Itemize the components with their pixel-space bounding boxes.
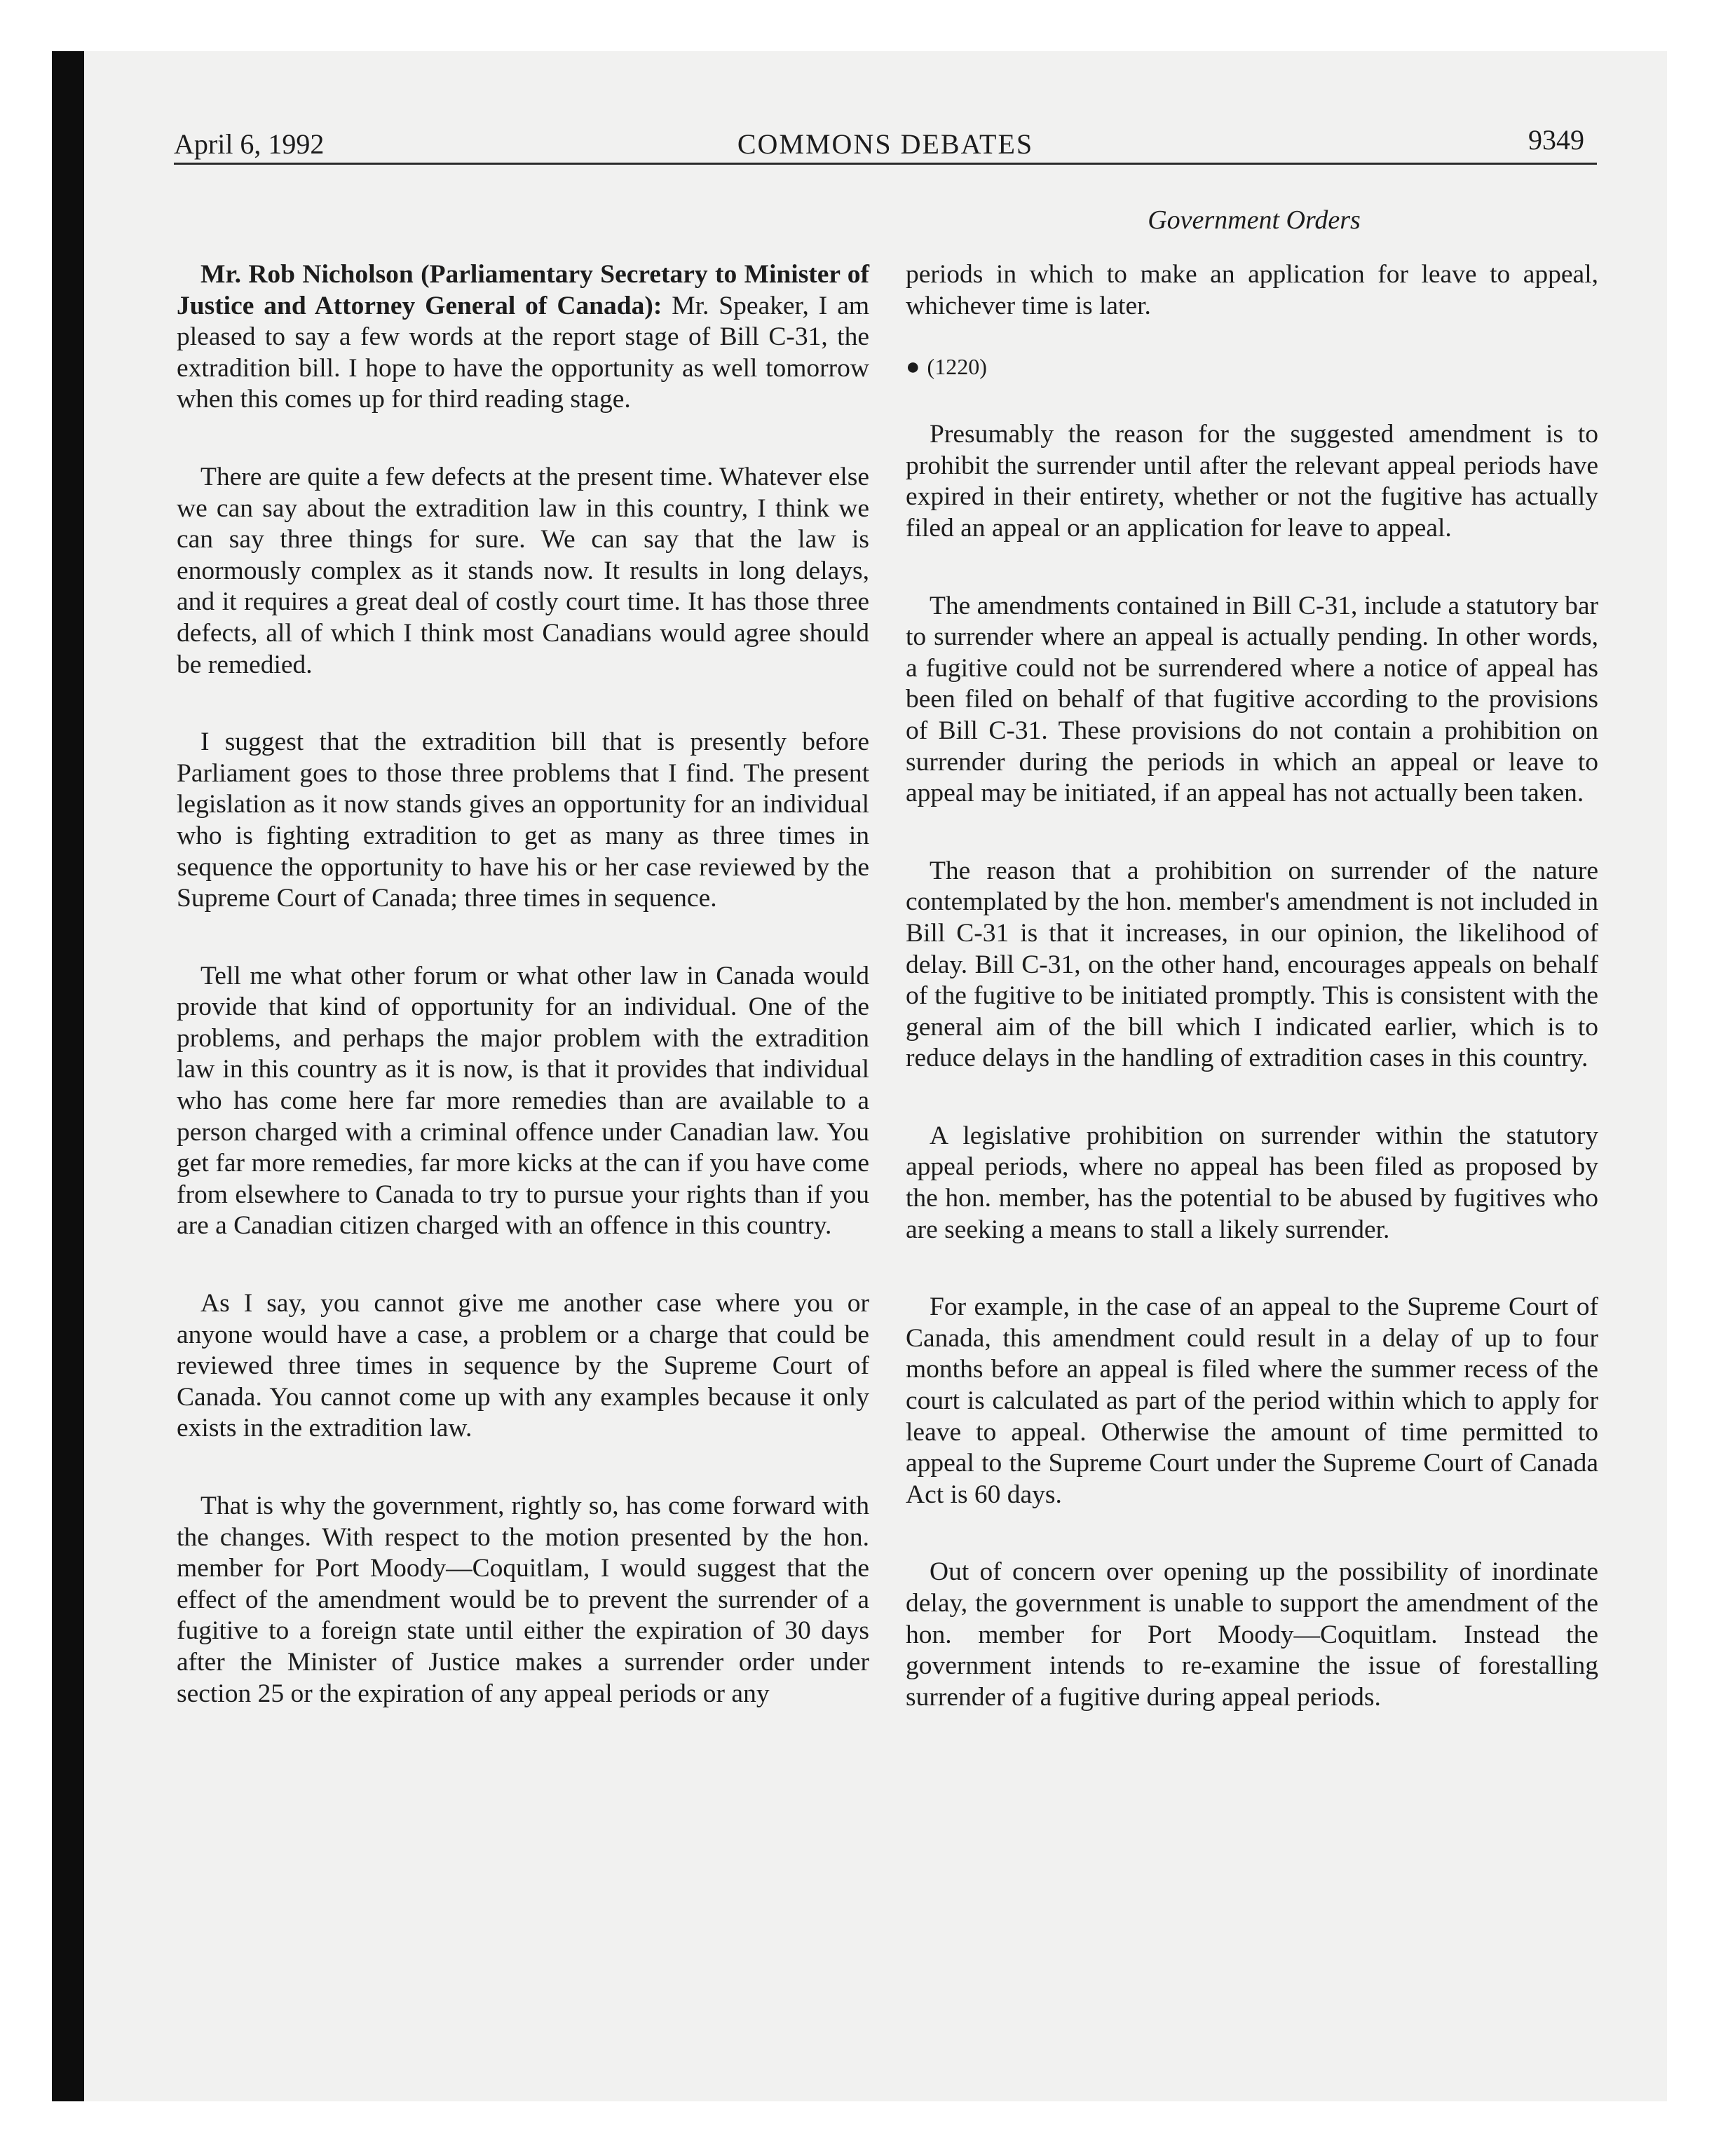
paragraph: Presumably the reason for the suggested amendment is to prohibit the surrender until after the relevant appeal periods have expired in their entirety, whether or not the fugitive has actually filed an appeal or an application for leave to appeal. (906, 420, 1598, 543)
time-stamp (906, 353, 1598, 381)
header-page-number: 9349 (1528, 124, 1584, 156)
paragraph: That is why the government, rightly so, has come forward with the changes. With respect to the motion presented by the hon. member for Port Moody—Coquitlam, I would suggest that the effect of the amendment would be to prevent the surrender of a fugitive to a foreign state until either the expiration of 30 days after the Minister of Justice makes a surrender order under section 25 or the expiration of any appeal periods or any (177, 1492, 869, 1708)
paragraph: The amendments contained in Bill C-31, include a statutory bar to surrender where an appeal is actually pending. In other words, a fugitive could not be surrendered where a notice of appeal has been filed on behalf of that fugitive according to the provisions of Bill C-31. These provisions do not contain a prohibition on surrender during the periods in which an appeal or leave to appeal may be initiated, if an appeal has not actually been taken. (906, 591, 1598, 808)
paragraph: As I say, you cannot give me another case where you or anyone would have a case, a problem or a charge that could be reviewed three times in sequence by the Supreme Court of Canada. You cannot come up with any examples because it only exists in the extradition law. (177, 1289, 869, 1443)
paragraph (177, 259, 869, 416)
page-header (174, 123, 1597, 165)
paragraph: I suggest that the extradition bill that is presently before Parliament goes to those three problems that I find. The present legislation as it now stands gives an opportunity for an individual who is fighting extradition to get as many as three times in sequence the opportunity to have his or her case reviewed by the Supreme Court of Canada; three times in sequence. (177, 728, 869, 913)
header-date: April 6, 1992 (174, 128, 325, 160)
right-column (906, 259, 1598, 1759)
paragraph: Out of concern over opening up the possibility of inordinate delay, the government is unable to support the amendment of the hon. member for Port Moody—Coquitlam. Instead the government intends to re-examine the issue of forestalling surrender of a fugitive during appeal periods. (906, 1557, 1598, 1712)
header-title: COMMONS DEBATES (737, 128, 1034, 160)
paragraph-text: Mr. Speaker, I am pleased to say a few words at the report stage of Bill C-31, the extradition bill. I hope to have the opportunity as well tomorrow when this comes up for third reading stage. (177, 291, 870, 414)
bullet-icon: ● (906, 354, 920, 381)
left-column (177, 259, 869, 1756)
paragraph: The reason that a prohibition on surrender of the nature contemplated by the hon. member's amendment is not included in Bill C-31 is that it increases, in our opinion, the likelihood of delay. Bill C-31, on the other hand, encourages appeals on behalf of the fugitive to be initiated promptly. This is consistent with the general aim of the bill which I indicated earlier, which is to reduce delays in the handling of extradition cases in this country. (906, 856, 1598, 1073)
paragraph: There are quite a few defects at the present time. Whatever else we can say about the extradition law in this country, I think we can say three things for sure. We can say that the law is enormously complex as it stands now. It results in long delays, and it requires a great deal of costly court time. It has those three defects, all of which I think most Canadians would agree should be remedied. (177, 462, 869, 679)
section-label: Government Orders (1148, 205, 1361, 235)
paragraph-continued: periods in which to make an application for leave to appeal, whichever time is later. (906, 260, 1598, 320)
paragraph: For example, in the case of an appeal to the Supreme Court of Canada, this amendment could result in a delay of up to four months before an appeal is filed where the summer recess of the court is calculated as part of the period within which to apply for leave to appeal. Otherwise the amount of time permitted to appeal to the Supreme Court under the Supreme Court of Canada Act is 60 days. (906, 1292, 1598, 1509)
time-stamp-text: (1220) (927, 354, 987, 380)
scan-edge-bar (52, 51, 84, 2101)
paragraph: Tell me what other forum or what other law in Canada would provide that kind of opportunity for an individual. One of the problems, and perhaps the major problem with the extradition law in this country as it is now, is that it provides that individual who has come here far more remedies than are available to a person charged with a criminal offence under Canadian law. You get far more remedies, far more kicks at the can if you have come from elsewhere to Canada to try to pursue your rights than if you are a Canadian citizen charged with an offence in this country. (177, 961, 869, 1241)
paragraph: A legislative prohibition on surrender within the statutory appeal periods, where no appeal has been filed as proposed by the hon. member, has the potential to be abused by fugitives who are seeking a means to stall a likely surrender. (906, 1121, 1598, 1244)
speaker-name: Mr. Rob Nicholson (Parliamentary Secretary to Minister of Justice and Attorney General of Canada): (177, 260, 869, 320)
